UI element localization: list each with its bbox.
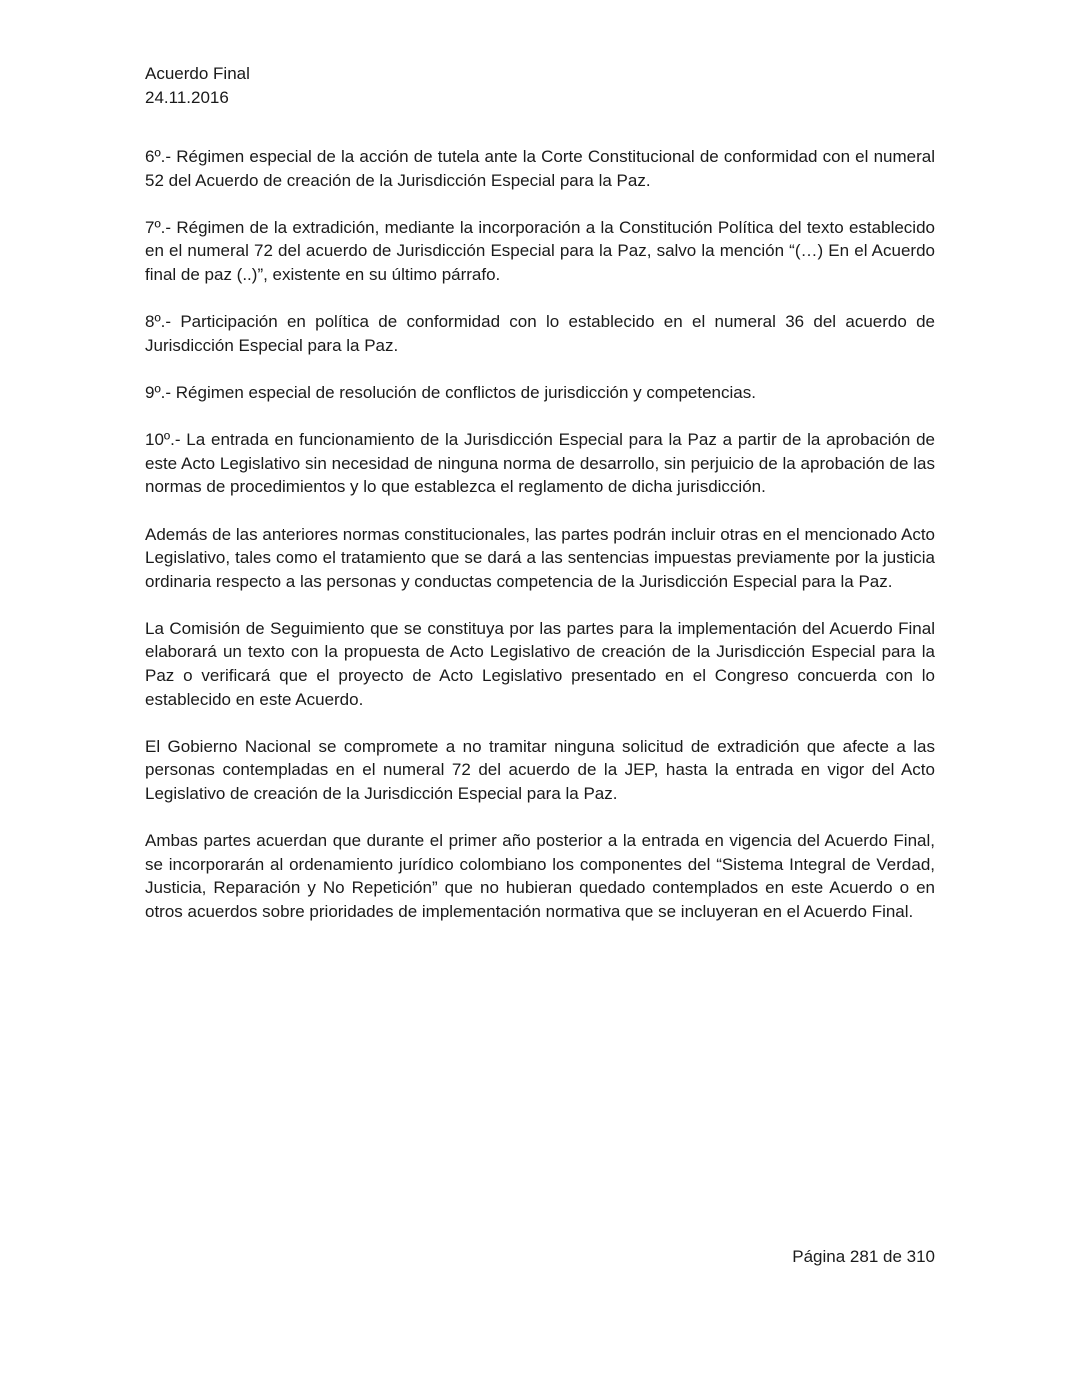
paragraph-integral-system: Ambas partes acuerdan que durante el primer año posterior a la entrada en vigencia del Acuerdo Final, se incorporarán al ordenamiento jurídico colombiano los componentes del “Sistema Integral de Verdad, Justicia, Reparación y No Repetición” que no hubieran quedado contemplados en este Acuerdo o en otros acuerdos sobre prioridades de implementación normativa que se incluyeran en el Acuerdo Final. xyxy=(145,831,935,921)
page-header xyxy=(145,62,250,110)
document-title: Acuerdo Final xyxy=(145,64,250,83)
document-body xyxy=(145,145,935,947)
document-date: 24.11.2016 xyxy=(145,88,229,107)
paragraph-follow-up-commission: La Comisión de Seguimiento que se constituya por las partes para la implementación del Acuerdo Final elaborará un texto con la propuesta de Acto Legislativo de creación de la Jurisdicción Especial para la Paz o verificará que el proyecto de Acto Legislativo presentado en el Congreso concuerda con lo establecido en este Acuerdo. xyxy=(145,618,935,709)
paragraph-item-10: 10º.- La entrada en funcionamiento de la Jurisdicción Especial para la Paz a partir de la aprobación de este Acto Legislativo sin necesidad de ninguna norma de desarrollo, sin perjuicio de la aprobación de las normas de procedimientos y lo que establezca el reglamento de dicha jurisdicción. xyxy=(145,430,935,497)
paragraph-item-7: 7º.- Régimen de la extradición, mediante la incorporación a la Constitución Política del texto establecido en el numeral 72 del acuerdo de Jurisdicción Especial para la Paz, salvo la mención “(…) En el Acuerdo final de paz (..)”, existente en su último párrafo. xyxy=(145,217,935,284)
page-number: Página 281 de 310 xyxy=(792,1247,935,1266)
paragraph-item-9: 9º.- Régimen especial de resolución de conflictos de jurisdicción y competencias. xyxy=(145,382,756,402)
paragraph-item-6: 6º.- Régimen especial de la acción de tutela ante la Corte Constitucional de conformidad con el numeral 52 del Acuerdo de creación de la Jurisdicción Especial para la Paz. xyxy=(145,147,935,190)
paragraph-item-8: 8º.- Participación en política de conformidad con lo establecido en el numeral 36 del acuerdo de Jurisdicción Especial para la Paz. xyxy=(145,312,935,355)
paragraph-additional-norms: Además de las anteriores normas constitucionales, las partes podrán incluir otras en el mencionado Acto Legislativo, tales como el tratamiento que se dará a las sentencias impuestas previamente por la justicia ordinaria respecto a las personas y conductas competencia de la Jurisdicción Especial para la Paz. xyxy=(145,524,935,591)
paragraph-extradition-commitment: El Gobierno Nacional se compromete a no tramitar ninguna solicitud de extradición que afecte a las personas contempladas en el numeral 72 del acuerdo de la JEP, hasta la entrada en vigor del Acto Legislativo de creación de la Jurisdicción Especial para la Paz. xyxy=(145,736,935,804)
